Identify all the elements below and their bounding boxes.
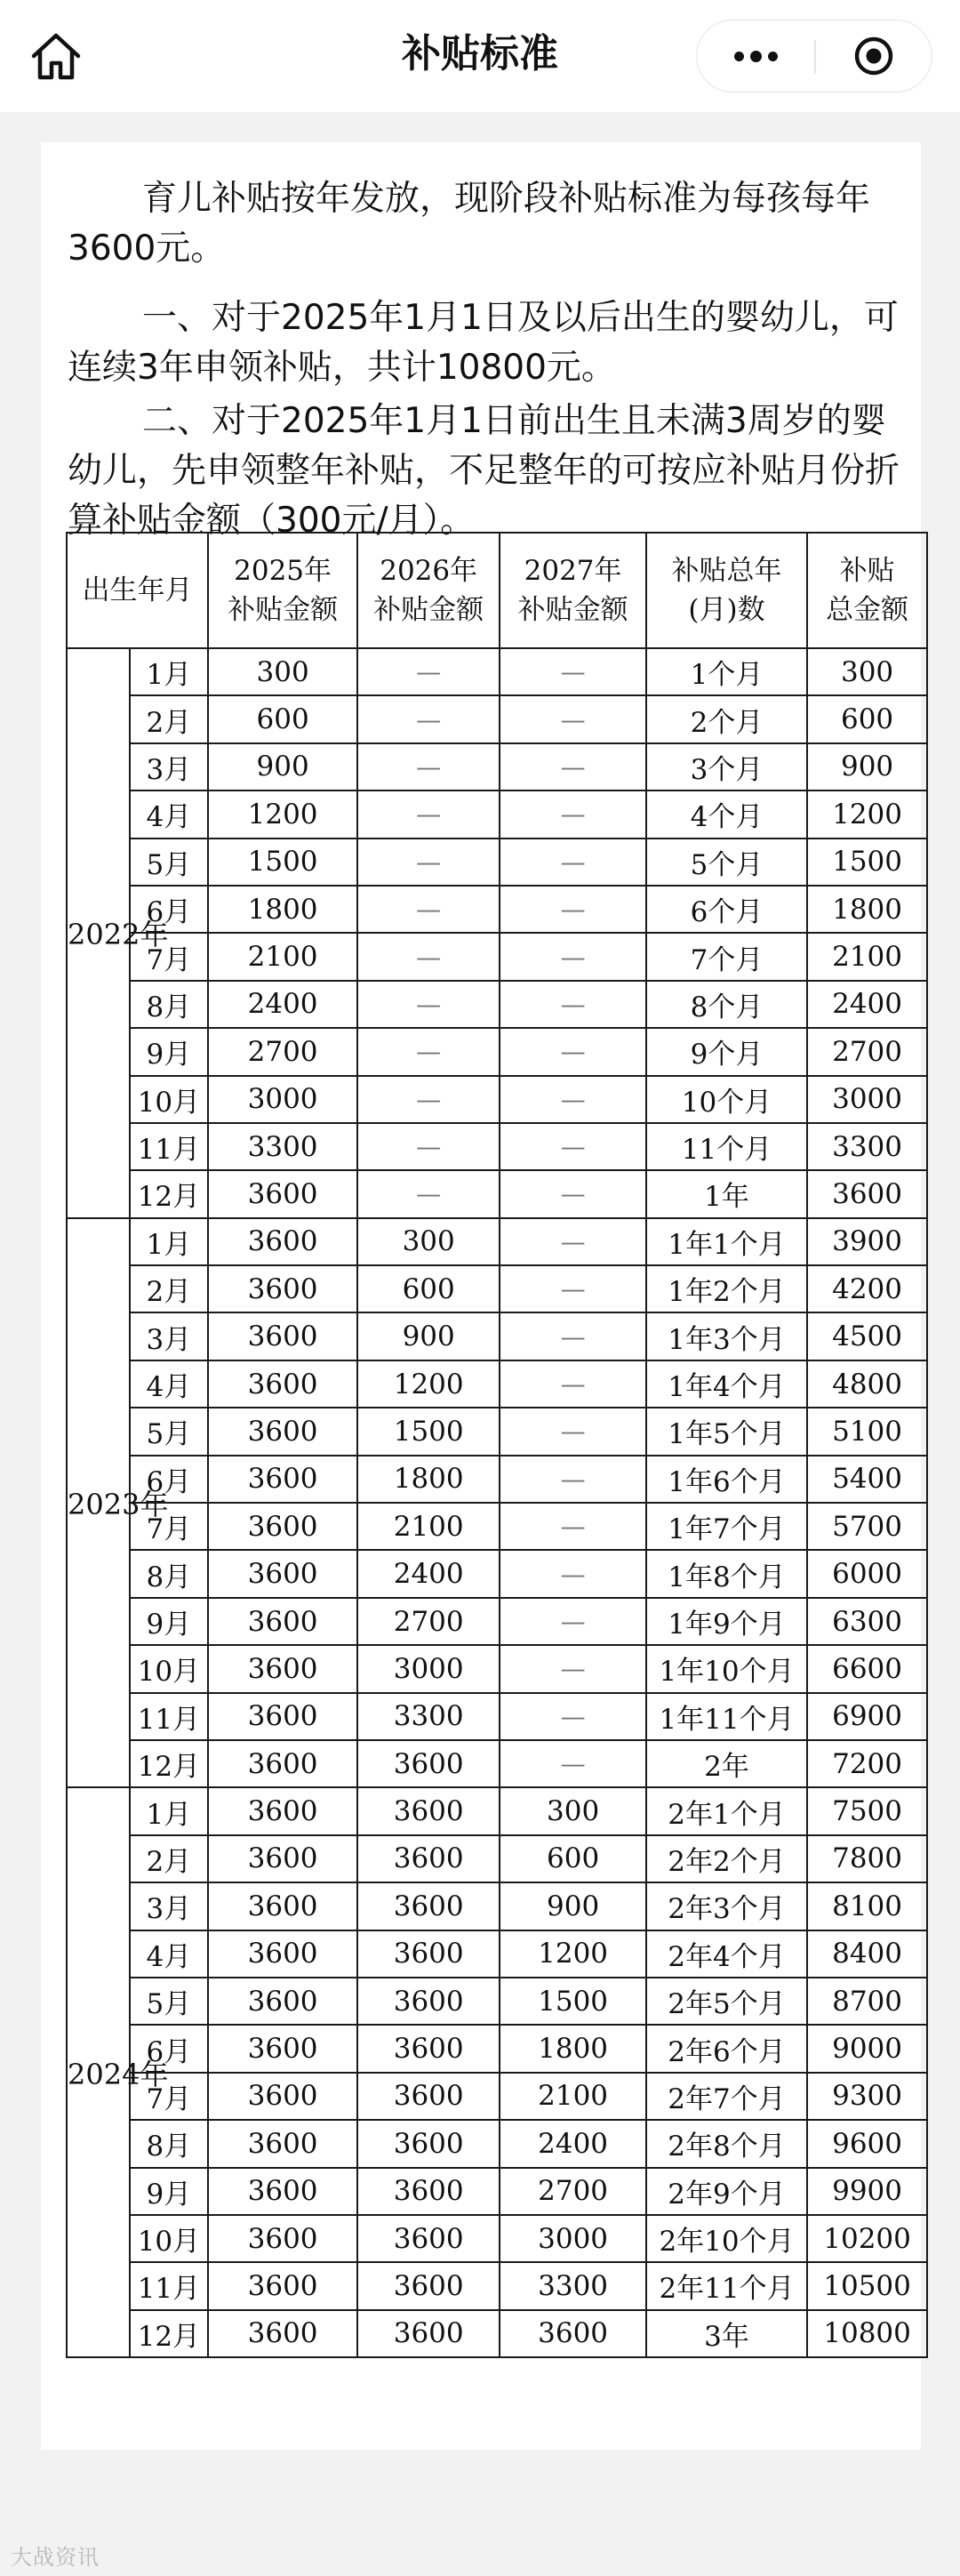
amount-2026-cell: 3600 [357, 2025, 500, 2072]
table-row [67, 1787, 927, 1834]
amount-2025-cell: 3600 [208, 1978, 357, 2025]
amount-2025-cell: 3600 [208, 1693, 357, 1740]
total-amount-cell: 4800 [807, 1360, 927, 1408]
table-row [67, 1312, 927, 1360]
total-amount-cell: 6300 [807, 1598, 927, 1645]
total-amount-cell: 7500 [807, 1787, 927, 1834]
amount-2025-cell: 3600 [208, 1408, 357, 1455]
total-amount-cell: 300 [807, 648, 927, 695]
total-amount-cell: 900 [807, 743, 927, 790]
total-period-cell: 1年3个月 [646, 1312, 807, 1360]
month-cell: 12月 [130, 1170, 208, 1217]
month-cell: 8月 [130, 1550, 208, 1597]
amount-2025-cell: 3300 [208, 1123, 357, 1170]
amount-2025-cell: 3600 [208, 1218, 357, 1265]
capsule-menu [696, 20, 932, 92]
amount-2025-cell: 3600 [208, 2120, 357, 2167]
amount-2026-cell: — [357, 648, 500, 695]
amount-2027-cell: — [500, 1598, 646, 1645]
amount-2027-cell: — [500, 1312, 646, 1360]
amount-2027-cell: — [500, 743, 646, 790]
amount-2026-cell: — [357, 743, 500, 790]
amount-2027-cell: 2100 [500, 2073, 646, 2120]
subsidy-table [66, 532, 928, 2358]
amount-2027-cell: — [500, 1360, 646, 1408]
total-period-cell: 11个月 [646, 1123, 807, 1170]
table-header-row [67, 533, 927, 648]
amount-2025-cell: 3600 [208, 1456, 357, 1503]
amount-2027-cell: — [500, 1076, 646, 1123]
month-cell: 3月 [130, 743, 208, 790]
total-amount-cell: 1500 [807, 839, 927, 886]
table-row [67, 1882, 927, 1930]
total-period-cell: 2年 [646, 1740, 807, 1787]
table-row [67, 1218, 927, 1265]
total-period-cell: 2年6个月 [646, 2025, 807, 2072]
total-period-cell: 7个月 [646, 933, 807, 980]
amount-2026-cell: 3600 [357, 1882, 500, 1930]
total-amount-cell: 9900 [807, 2168, 927, 2215]
amount-2027-cell: 1800 [500, 2025, 646, 2072]
amount-2026-cell: — [357, 886, 500, 933]
total-period-cell: 1年1个月 [646, 1218, 807, 1265]
table-row [67, 1598, 927, 1645]
month-cell: 12月 [130, 1740, 208, 1787]
amount-2026-cell: 300 [357, 1218, 500, 1265]
header-total-period: 补贴总年 (月)数 [646, 533, 807, 648]
table-row [67, 1123, 927, 1170]
amount-2025-cell: 1800 [208, 886, 357, 933]
month-cell: 7月 [130, 933, 208, 980]
amount-2027-cell: 3000 [500, 2215, 646, 2262]
amount-2026-cell: 3600 [357, 2215, 500, 2262]
table-row [67, 1456, 927, 1503]
year-cell: 2022年 [67, 648, 130, 1218]
table-row [67, 2073, 927, 2120]
table-row [67, 1076, 927, 1123]
month-cell: 10月 [130, 2215, 208, 2262]
table-row [67, 648, 927, 695]
amount-2025-cell: 3600 [208, 1312, 357, 1360]
month-cell: 5月 [130, 1978, 208, 2025]
amount-2027-cell: — [500, 1503, 646, 1550]
table-row [67, 1978, 927, 2025]
amount-2027-cell: 2400 [500, 2120, 646, 2167]
amount-2025-cell: 1200 [208, 790, 357, 838]
amount-2026-cell: 3000 [357, 1645, 500, 1692]
total-period-cell: 10个月 [646, 1076, 807, 1123]
total-period-cell: 2个月 [646, 695, 807, 742]
month-cell: 1月 [130, 1218, 208, 1265]
amount-2025-cell: 3600 [208, 1930, 357, 1978]
amount-2026-cell: 900 [357, 1312, 500, 1360]
total-amount-cell: 9300 [807, 2073, 927, 2120]
total-period-cell: 8个月 [646, 981, 807, 1028]
total-period-cell: 2年1个月 [646, 1787, 807, 1834]
more-button[interactable] [697, 20, 814, 92]
month-cell: 2月 [130, 695, 208, 742]
amount-2027-cell: — [500, 1408, 646, 1455]
amount-2025-cell: 300 [208, 648, 357, 695]
amount-2025-cell: 3600 [208, 1740, 357, 1787]
amount-2026-cell: 3600 [357, 1978, 500, 2025]
amount-2027-cell: — [500, 1550, 646, 1597]
month-cell: 8月 [130, 981, 208, 1028]
table-row [67, 1835, 927, 1882]
amount-2026-cell: 1800 [357, 1456, 500, 1503]
total-period-cell: 1年7个月 [646, 1503, 807, 1550]
amount-2026-cell: 3600 [357, 1835, 500, 1882]
amount-2026-cell: 3600 [357, 2310, 500, 2357]
table-row [67, 1265, 927, 1312]
total-amount-cell: 9600 [807, 2120, 927, 2167]
amount-2026-cell: — [357, 790, 500, 838]
amount-2025-cell: 3600 [208, 2215, 357, 2262]
header-2027-amount: 2027年 补贴金额 [500, 533, 646, 648]
month-cell: 10月 [130, 1645, 208, 1692]
amount-2027-cell: — [500, 839, 646, 886]
total-period-cell: 1年10个月 [646, 1645, 807, 1692]
amount-2027-cell: — [500, 1456, 646, 1503]
total-period-cell: 1个月 [646, 648, 807, 695]
table-row [67, 790, 927, 838]
amount-2027-cell: — [500, 1693, 646, 1740]
month-cell: 6月 [130, 886, 208, 933]
total-period-cell: 1年11个月 [646, 1693, 807, 1740]
amount-2025-cell: 3600 [208, 1170, 357, 1217]
month-cell: 6月 [130, 2025, 208, 2072]
article-card [41, 142, 921, 2450]
amount-2026-cell: — [357, 981, 500, 1028]
total-period-cell: 2年10个月 [646, 2215, 807, 2262]
total-period-cell: 1年9个月 [646, 1598, 807, 1645]
month-cell: 7月 [130, 2073, 208, 2120]
month-cell: 5月 [130, 1408, 208, 1455]
total-period-cell: 2年3个月 [646, 1882, 807, 1930]
intro-paragraph: 育儿补贴按年发放，现阶段补贴标准为每孩每年3600元。 [68, 179, 871, 269]
total-period-cell: 1年4个月 [646, 1360, 807, 1408]
total-period-cell: 2年8个月 [646, 2120, 807, 2167]
total-amount-cell: 3000 [807, 1076, 927, 1123]
amount-2027-cell: — [500, 886, 646, 933]
amount-2027-cell: — [500, 933, 646, 980]
amount-2026-cell: — [357, 695, 500, 742]
total-period-cell: 1年8个月 [646, 1550, 807, 1597]
month-cell: 4月 [130, 790, 208, 838]
table-row [67, 1408, 927, 1455]
month-cell: 4月 [130, 1360, 208, 1408]
total-amount-cell: 600 [807, 695, 927, 742]
amount-2027-cell: — [500, 695, 646, 742]
year-cell: 2024年 [67, 1787, 130, 2357]
table-row [67, 1170, 927, 1217]
amount-2025-cell: 1500 [208, 839, 357, 886]
table-row [67, 695, 927, 742]
amount-2026-cell: 3600 [357, 2073, 500, 2120]
month-cell: 9月 [130, 1598, 208, 1645]
month-cell: 1月 [130, 1787, 208, 1834]
amount-2025-cell: 3600 [208, 1550, 357, 1597]
table-row [67, 2262, 927, 2309]
amount-2026-cell: 3300 [357, 1693, 500, 1740]
amount-2027-cell: 600 [500, 1835, 646, 1882]
amount-2026-cell: 3600 [357, 2262, 500, 2309]
amount-2025-cell: 3600 [208, 1645, 357, 1692]
header-2026-amount: 2026年 补贴金额 [357, 533, 500, 648]
month-cell: 9月 [130, 2168, 208, 2215]
amount-2026-cell: 2100 [357, 1503, 500, 1550]
month-cell: 4月 [130, 1930, 208, 1978]
total-amount-cell: 6000 [807, 1550, 927, 1597]
table-row [67, 981, 927, 1028]
amount-2026-cell: 1500 [357, 1408, 500, 1455]
total-period-cell: 2年5个月 [646, 1978, 807, 2025]
total-amount-cell: 10200 [807, 2215, 927, 2262]
amount-2027-cell: 300 [500, 1787, 646, 1834]
amount-2025-cell: 3600 [208, 1787, 357, 1834]
amount-2025-cell: 900 [208, 743, 357, 790]
amount-2025-cell: 3000 [208, 1076, 357, 1123]
total-amount-cell: 3600 [807, 1170, 927, 1217]
total-amount-cell: 10500 [807, 2262, 927, 2309]
amount-2026-cell: — [357, 1170, 500, 1217]
month-cell: 10月 [130, 1076, 208, 1123]
month-cell: 11月 [130, 1123, 208, 1170]
amount-2025-cell: 3600 [208, 1360, 357, 1408]
total-amount-cell: 2700 [807, 1028, 927, 1075]
month-cell: 8月 [130, 2120, 208, 2167]
amount-2027-cell: — [500, 1218, 646, 1265]
amount-2025-cell: 3600 [208, 1598, 357, 1645]
amount-2026-cell: 1200 [357, 1360, 500, 1408]
total-period-cell: 4个月 [646, 790, 807, 838]
total-amount-cell: 6900 [807, 1693, 927, 1740]
amount-2027-cell: 3600 [500, 2310, 646, 2357]
amount-2026-cell: 2700 [357, 1598, 500, 1645]
table-row [67, 2215, 927, 2262]
amount-2025-cell: 2400 [208, 981, 357, 1028]
month-cell: 3月 [130, 1312, 208, 1360]
table-row [67, 886, 927, 933]
total-amount-cell: 2100 [807, 933, 927, 980]
total-period-cell: 2年4个月 [646, 1930, 807, 1978]
table-row [67, 1503, 927, 1550]
table-row [67, 743, 927, 790]
amount-2027-cell: 2700 [500, 2168, 646, 2215]
total-amount-cell: 6600 [807, 1645, 927, 1692]
total-amount-cell: 5100 [807, 1408, 927, 1455]
header-birth-month: 出生年月 [67, 533, 208, 648]
amount-2025-cell: 3600 [208, 1503, 357, 1550]
total-amount-cell: 7200 [807, 1740, 927, 1787]
amount-2025-cell: 2700 [208, 1028, 357, 1075]
amount-2026-cell: — [357, 1076, 500, 1123]
amount-2025-cell: 3600 [208, 2025, 357, 2072]
rule-one-paragraph: 一、对于2025年1月1日及以后出生的婴幼儿，可连续3年申领补贴，共计10800元。 [68, 298, 899, 388]
amount-2027-cell: — [500, 1028, 646, 1075]
amount-2026-cell: 600 [357, 1265, 500, 1312]
total-amount-cell: 9000 [807, 2025, 927, 2072]
amount-2025-cell: 3600 [208, 2073, 357, 2120]
amount-2025-cell: 3600 [208, 1882, 357, 1930]
month-cell: 1月 [130, 648, 208, 695]
total-amount-cell: 8100 [807, 1882, 927, 1930]
table-row [67, 839, 927, 886]
total-amount-cell: 5700 [807, 1503, 927, 1550]
month-cell: 6月 [130, 1456, 208, 1503]
total-period-cell: 3个月 [646, 743, 807, 790]
total-period-cell: 1年 [646, 1170, 807, 1217]
table-row [67, 1693, 927, 1740]
amount-2027-cell: 1500 [500, 1978, 646, 2025]
amount-2026-cell: 2400 [357, 1550, 500, 1597]
total-period-cell: 5个月 [646, 839, 807, 886]
table-row [67, 1740, 927, 1787]
amount-2027-cell: — [500, 790, 646, 838]
amount-2026-cell: 3600 [357, 2168, 500, 2215]
amount-2027-cell: 3300 [500, 2262, 646, 2309]
amount-2026-cell: — [357, 1123, 500, 1170]
total-amount-cell: 2400 [807, 981, 927, 1028]
amount-2027-cell: 900 [500, 1882, 646, 1930]
month-cell: 2月 [130, 1265, 208, 1312]
amount-2026-cell: 3600 [357, 1930, 500, 1978]
table-body [67, 648, 927, 2357]
year-cell: 2023年 [67, 1218, 130, 1788]
total-amount-cell: 3900 [807, 1218, 927, 1265]
total-amount-cell: 8400 [807, 1930, 927, 1978]
amount-2025-cell: 3600 [208, 2262, 357, 2309]
amount-2027-cell: — [500, 1645, 646, 1692]
total-period-cell: 3年 [646, 2310, 807, 2357]
month-cell: 11月 [130, 2262, 208, 2309]
amount-2027-cell: 1200 [500, 1930, 646, 1978]
total-period-cell: 2年11个月 [646, 2262, 807, 2309]
month-cell: 2月 [130, 1835, 208, 1882]
month-cell: 11月 [130, 1693, 208, 1740]
total-amount-cell: 1200 [807, 790, 927, 838]
total-period-cell: 9个月 [646, 1028, 807, 1075]
amount-2026-cell: 3600 [357, 1787, 500, 1834]
total-period-cell: 2年2个月 [646, 1835, 807, 1882]
rule-two-paragraph: 二、对于2025年1月1日前出生且未满3周岁的婴幼儿，先申领整年补贴，不足整年的可按应补贴月份折算补贴金额（300元/月）。 [68, 401, 900, 541]
amount-2026-cell: — [357, 933, 500, 980]
month-cell: 5月 [130, 839, 208, 886]
table-row [67, 2120, 927, 2167]
table-row [67, 933, 927, 980]
amount-2025-cell: 3600 [208, 2168, 357, 2215]
target-close-icon [852, 35, 895, 77]
total-period-cell: 1年2个月 [646, 1265, 807, 1312]
amount-2027-cell: — [500, 648, 646, 695]
month-cell: 12月 [130, 2310, 208, 2357]
total-amount-cell: 8700 [807, 1978, 927, 2025]
total-period-cell: 2年9个月 [646, 2168, 807, 2215]
amount-2025-cell: 3600 [208, 1835, 357, 1882]
amount-2027-cell: — [500, 1740, 646, 1787]
total-period-cell: 1年5个月 [646, 1408, 807, 1455]
amount-2027-cell: — [500, 1170, 646, 1217]
total-amount-cell: 4200 [807, 1265, 927, 1312]
amount-2026-cell: 3600 [357, 2120, 500, 2167]
total-amount-cell: 10800 [807, 2310, 927, 2357]
month-cell: 3月 [130, 1882, 208, 1930]
amount-2025-cell: 3600 [208, 2310, 357, 2357]
total-amount-cell: 3300 [807, 1123, 927, 1170]
total-amount-cell: 5400 [807, 1456, 927, 1503]
total-period-cell: 6个月 [646, 886, 807, 933]
month-cell: 7月 [130, 1503, 208, 1550]
table-row [67, 1645, 927, 1692]
amount-2025-cell: 2100 [208, 933, 357, 980]
total-amount-cell: 1800 [807, 886, 927, 933]
top-nav-bar [0, 0, 960, 112]
table-row [67, 2310, 927, 2357]
amount-2026-cell: 3600 [357, 1740, 500, 1787]
table-row [67, 1930, 927, 1978]
table-row [67, 2025, 927, 2072]
amount-2025-cell: 600 [208, 695, 357, 742]
table-row [67, 1550, 927, 1597]
total-amount-cell: 4500 [807, 1312, 927, 1360]
amount-2025-cell: 3600 [208, 1265, 357, 1312]
amount-2027-cell: — [500, 1265, 646, 1312]
month-cell: 9月 [130, 1028, 208, 1075]
table-row [67, 1028, 927, 1075]
header-2025-amount: 2025年 补贴金额 [208, 533, 357, 648]
total-period-cell: 2年7个月 [646, 2073, 807, 2120]
subsidy-table-wrapper [66, 532, 928, 2358]
table-row [67, 2168, 927, 2215]
amount-2027-cell: — [500, 1123, 646, 1170]
amount-2026-cell: — [357, 839, 500, 886]
more-dots-icon [734, 52, 744, 61]
amount-2027-cell: — [500, 981, 646, 1028]
page-title: 补贴标准 [402, 31, 558, 76]
table-row [67, 1360, 927, 1408]
close-button[interactable] [816, 20, 932, 92]
total-amount-cell: 7800 [807, 1835, 927, 1882]
header-total-amount: 补贴 总金额 [807, 533, 927, 648]
watermark: 大战资讯 [11, 2545, 100, 2570]
amount-2026-cell: — [357, 1028, 500, 1075]
total-period-cell: 1年6个月 [646, 1456, 807, 1503]
